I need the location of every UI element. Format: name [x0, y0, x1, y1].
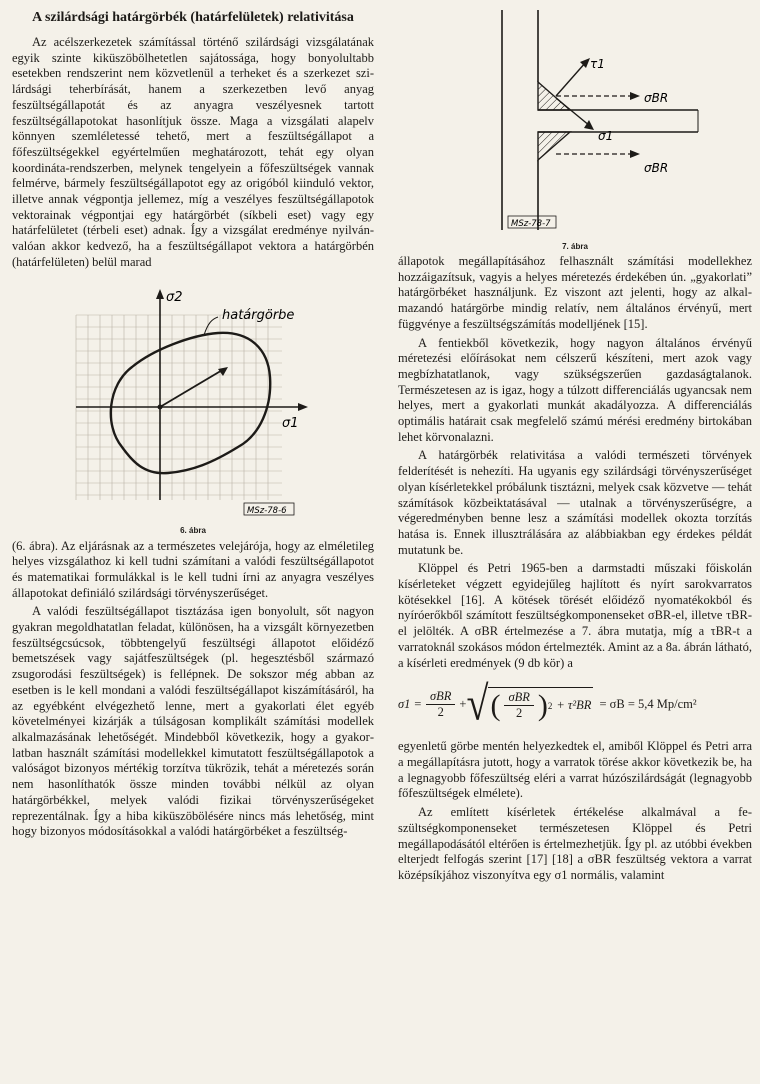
equation-frac-1: $\frac{\text{σBR}}{2}$	[426, 689, 455, 720]
axis-label-sigma1: σ1	[282, 415, 299, 431]
figure-6-drawing	[12, 275, 374, 520]
left-paragraph-2: (6. ábra). Az eljárásnak az a természetes velejárója, hogy az elméletileg helyes vizsgálathoz ki kell tudni számítani a valódi feszültségállapotot és matematikai formulákkal is le kell tudni írni az anyagra veszélyes állapotokat definiáló szilárdsági törvényszerűséget.	[12, 538, 374, 600]
equation: σ1 = $\frac{\text{σBR}}{2}$ + √ ( $\frac{\text{σBR}}{2}$ ) 2 + τ²BR = σB = 5,4 Mp/cm²	[398, 676, 697, 731]
article-title: A szilárdsági határgörbék (határfelületek) relativitása	[32, 10, 354, 25]
lower-weld	[538, 132, 570, 160]
right-paragraph-4: Klöppel és Petri 1965-ben a darmstadti műszaki főiskolán kísérleteket végzett egyidejűleg hajlított és nyírt sarokvarratos kötésekkel [16]. A kötések törését előidéző nyomatékokból és nyíróerőkből számított feszültségkomponenseket σBR-el, illetve τBR-el jelölték. A σBR értelmezése a 7. ábra mutatja, míg a τBR-t a varratoknál szokásos módon értelmezték. Amint az a 8a. ábrán látható, a kísérleti eredmények (9 db kör) a	[398, 561, 752, 670]
left-paragraph-3: A valódi feszültségállapot tisztázása igen bonyolult, sőt nagyon gyakran megoldhatatlan feladat, különösen, ha a vizsgált környezetben feszültségcsúcsok, többtengelyű feszültségi állapotot előidéző bemetszések vagy sajátfeszültségek (pl. hegesztésből származó zsugorodási feszültségek) is fellépnek. De sokszor még abban az esetben is le kell mondani a valódi feszültségállapot kiszámításáról, ha az egyébként elvégezhető lenne, mert a gyakorlati élet egyéb követelményei kizárják a túlságosan komplikált számítási modellek alkalmazásának lehetőségét. Mindebből következik, hogy a gyakorlatban használt számítási modellekkel kimutatott feszültségállapotok a valóságot bizonyos mértékig torzítva tükrözik, tehát a méretezés során nem hasonlíthatók össze minden további nélkül az olyan határgörbékkel, melyek valódi fizikai törvényszerűségeket reprezentálnak. Így a hiba kiküszöbölésére nincs más lehetőség, mint hogy bizonyos módosításokkal a valódi határgörbéket a feszültség-	[12, 604, 374, 839]
equation-lhs: σ1 =	[398, 696, 422, 711]
label-sigma-br-bottom: σBR	[644, 161, 669, 175]
figure-7	[398, 10, 752, 251]
right-paragraph-1: állapotok megállapításához felhasznált számítási modellekhez hozzáigazítsuk, vagyis a helyes méretezés érdekében ún. „gyakorlati” határgörbéket használjunk. Ez viszont azt jelenti, hogy az alkalmazandó határgörbe mindig relatív, nem általános érvényű, mert függvénye a feszültségszámítás modelljének [15].	[398, 254, 752, 331]
label-sigma1: σ1	[598, 129, 614, 143]
figure-7-caption: 7. ábra	[562, 242, 588, 251]
left-column	[12, 10, 374, 840]
figure-6	[12, 275, 374, 533]
figure-7-drawing	[398, 10, 752, 236]
equation-sqrt: √ ( $\frac{\text{σBR}}{2}$ ) 2 + τ²BR	[466, 676, 592, 731]
figure-6-caption: 6. ábra	[180, 525, 206, 535]
label-sigma-br-top: σBR	[644, 91, 669, 105]
intro-paragraph: Az acélszerkezetek számítással történő szilárdsági vizsgálatának egyik szinte kiküszöbölhetetlen sajátossága, hogy bonyolultabb esetekben rendszerint nem közvetlenül a terheket és a szerkezet szilárdsági teherbírását, hanem a szerkezetben levő anyag feszültségállapotát és az anyagra veszélyesnek tartott feszültségállapotokat hasonlítjuk össze. Maga a vizsgálati alapelv könnyen szemléletessé tehető, mert a feszültségállapot a főfeszültségekkel egyértelműen meghatározott, tehát egy olyan koordináta-rendszerben, melynek tengelyein a főfeszültségek vannak felmérve, bármely feszültségállapotot egy az origóból kiinduló vektor, illetve annak végpontja jellemez, míg a veszélyes feszültségállapotok vektorainak végpontjai egy határgörbét (síkbeli eset) vagy egy határfelületet (térbeli eset) adnak. Így a vizsgálat eredménye nyilvánvalóan akkor kedvező, ha a feszültségállapot vektora a határgörbén (határfelületen) belül marad	[12, 35, 374, 269]
equation-rhs: = σB = 5,4 Mp/cm²	[599, 696, 697, 711]
figure-6-stamp: MSz-78-6	[247, 505, 287, 516]
right-paragraph-6: Az említett kísérletek értékelése alkalmával a feszültségkomponenseket természetesen Klöppel és Petri megállapodásától eltérően is értelmezhetjük. Így pl. az utóbbi években elterjedt felfogás szerint [17] [18] a σBR feszültség vektora a varrat középsíkjához viszonyítva egy σ1 normális, valamint	[398, 805, 752, 882]
axis-label-sigma2: σ2	[166, 289, 183, 305]
limit-curve	[111, 332, 270, 472]
right-column	[398, 10, 752, 884]
curve-label: határgörbe	[222, 307, 295, 323]
label-tau1: τ1	[590, 57, 605, 71]
right-paragraph-2: A fentiekből következik, hogy nagyon általános érvényű méretezési előírásokat nem célszerű készíteni, mert azok vagy megbízhatatlanok, vagy szükségszerűen gazdaságtalanok. Természetesen az is igaz, hogy a túlzott differenciálás ugyancsak nem helyes, mert a gyakorlati munkát akadályozza. A differenciálás optimális határait csak megfelelő számú mérési eredmény birtokában lehet körvonalazni.	[398, 335, 752, 444]
right-paragraph-3: A határgörbék relativitása a valódi természeti törvények felderítését is nehezíti. Ha ugyanis egy szilárdsági törvényszerűséget olyan kísérletekkel próbálunk tisztázni, melyek csak közvetve — tehát számítások közbeiktatásával — utalnak a törvényszerűségre, a végeredményben benne lesz a számítási modellek okozta torzítás hatása is. Ennek illusztrálására az alábbiakban egy érdekes példát mutatunk be.	[398, 448, 752, 557]
figure-7-stamp: MSz-78-7	[511, 219, 551, 229]
right-paragraph-5: egyenletű görbe mentén helyezkedtek el, amiből Klöppel és Petri arra a megállapításra jutott, hogy a varratok törése akkor következik be, ha a legnagyobb főfeszültség eléri a varrat húzószilárdságát (legnagyobb főfeszültségek elmélete).	[398, 739, 752, 801]
